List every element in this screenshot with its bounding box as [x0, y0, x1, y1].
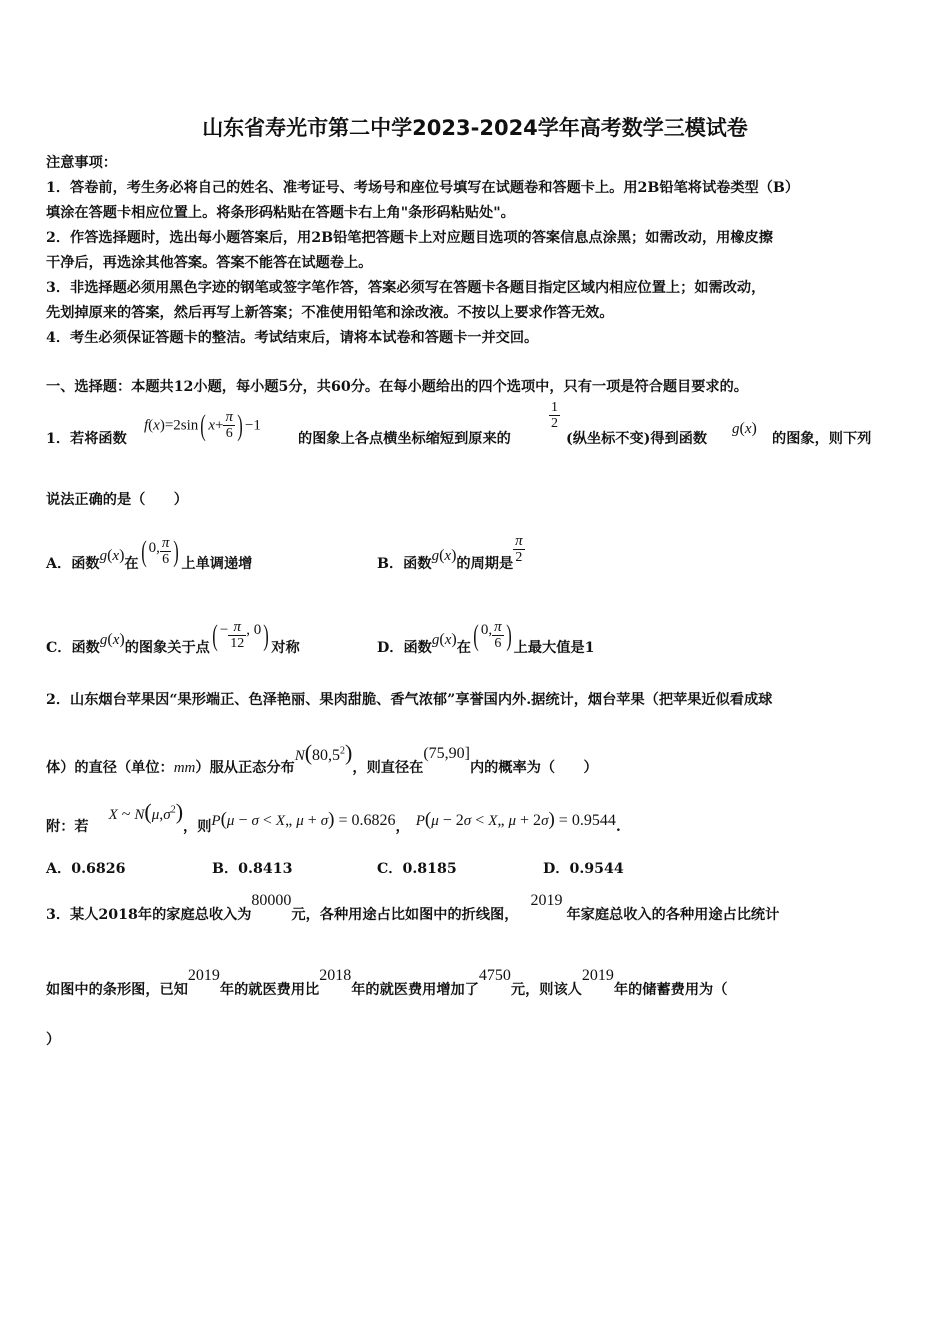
q1-option-c[interactable]: C．函数g(x)的图象关于点( − $\frac{\pi}{12}$ , 0) 对称 — [46, 618, 300, 656]
q1-prefix: 1．若将函数 — [46, 431, 127, 447]
q2-text-d: 内的概率为（ ） — [469, 760, 598, 776]
q1-gx: g(x) — [732, 420, 757, 437]
q3-year-2019-b: 2019 — [187, 967, 220, 984]
q1-formula: f(x)=2sin( x+ $\frac{\pi}{6}$ ) −1 — [144, 408, 261, 442]
notice-line-6: 先划掉原来的答案，然后再写上新答案；不准使用铅笔和涂改液。不按以上要求作答无效。 — [46, 305, 614, 321]
q2-note-dist: X ~ $N(\mu,\sigma^2)$ — [108, 799, 184, 824]
q2-interval: (75,90] — [423, 745, 470, 762]
q3-year-2018: 2018 — [319, 967, 352, 984]
q2-note — [46, 797, 621, 835]
notice-line-5: 3．非选择题必须用黑色字迹的钢笔或签字笔作答，答案必须写在答题卡各题目指定区域内相应位置上；如需改动， — [46, 280, 766, 296]
q3-text-h: 年的储蓄费用为（ — [613, 982, 728, 998]
notice-line-4: 干净后，再选涂其他答案。答案不能答在试题卷上。 — [46, 255, 373, 271]
notice-line-7: 4．考生必须保证答题卡的整洁。考试结束后，请将本试卷和答题卡一并交回。 — [46, 330, 539, 346]
q3-text-g: 元，则该人 — [510, 982, 582, 998]
section-heading: 一、选择题：本题共12小题，每小题5分，共60分。在每小题给出的四个选项中，只有一项是符合题目要求的。 — [46, 379, 748, 395]
q2-p2: P(μ − 2σ < X„ μ + 2σ) = 0.9544 — [415, 809, 616, 830]
notice-line-2: 填涂在答题卡相应位置上。将条形码粘贴在答题卡右上角"条形码粘贴处"。 — [46, 205, 515, 221]
q3-year-2019-c: 2019 — [581, 967, 614, 984]
q3-text-b: 元，各种用途占比如图中的折线图， — [291, 907, 519, 923]
q3-line-2 — [46, 965, 727, 999]
q1-mid1: 的图象上各点横坐标缩短到原来的 — [298, 431, 511, 447]
q2-option-a[interactable]: A．0.6826 — [46, 861, 126, 877]
page-title: 山东省寿光市第二中学2023-2024学年高考数学三模试卷 — [202, 116, 748, 140]
q2-text-a: 体）的直径（单位： — [46, 760, 174, 776]
q3-text-a: 3．某人2018年的家庭总收入为 — [46, 907, 252, 923]
q3-increase: 4750 — [478, 967, 511, 984]
q3-text-e: 年的就医费用比 — [219, 982, 320, 998]
q1-fraction: $\frac{1}{2}$ — [551, 400, 558, 431]
q2-option-d[interactable]: D．0.9544 — [543, 861, 624, 877]
q2-line-2 — [46, 738, 598, 776]
notice-heading: 注意事项： — [46, 155, 117, 171]
q3-year-2019: 2019 — [530, 892, 563, 909]
q2-end: . — [615, 819, 621, 835]
q1-suffix: 的图象，则下列 — [772, 431, 872, 447]
q1-option-d[interactable]: D．函数g(x)在( 0, $\frac{\pi}{6}$ ) 上最大值是1 — [377, 618, 595, 656]
q2-p2-text — [0, 0, 1, 1]
notice-line-3: 2．作答选择题时，选出每小题答案后，用2B铅笔把答题卡上对应题目选项的答案信息点涂黑；如需改动，用橡皮擦 — [46, 230, 773, 246]
q2-note-a: 附：若 — [46, 819, 89, 835]
q1-line-2: 说法正确的是（ ） — [46, 492, 188, 508]
q1-mid2: (纵坐标不变)得到函数 — [566, 431, 708, 447]
q3-text-d: 如图中的条形图，已知 — [46, 982, 188, 998]
q3-close: ） — [46, 1032, 61, 1048]
q3-text-c: 年家庭总收入的各种用途占比统计 — [566, 907, 780, 923]
q2-text-c: ，则直径在 — [352, 760, 424, 776]
q2-unit: mm — [173, 760, 196, 776]
q1-option-a[interactable]: A．函数g(x)在( 0, $\frac{\pi}{6}$ ) 上单调递增 — [46, 534, 253, 572]
q2-option-b[interactable]: B．0.8413 — [212, 861, 293, 877]
q3-text-f: 年的就医费用增加了 — [351, 982, 479, 998]
q2-p1: P(μ − σ < X„ μ + σ) = 0.6826 — [211, 809, 396, 830]
q2-option-c[interactable]: C．0.8185 — [377, 861, 457, 877]
notice-line-1: 1．答卷前，考生务必将自己的姓名、准考证号、考场号和座位号填写在试题卷和答题卡上。用2B铅笔将试卷类型（B） — [46, 180, 800, 196]
q2-sep: ， — [395, 819, 410, 835]
q2-distribution: N(80,5$^2$) — [294, 740, 353, 765]
q2-note-b: ，则 — [183, 819, 212, 835]
q2-text-b: ）服从正态分布 — [195, 760, 295, 776]
q3-line-1 — [46, 890, 779, 924]
q2-line-1: 2．山东烟台苹果因“果形端正、色泽艳丽、果肉甜脆、香气浓郁”享誉国内外.据统计，烟台苹果（把苹果近似看成球 — [46, 692, 773, 708]
q1-option-b[interactable]: B．函数g(x)的周期是 $\frac{\pi}{2}$ — [377, 533, 523, 572]
q3-income: 80000 — [251, 892, 292, 909]
